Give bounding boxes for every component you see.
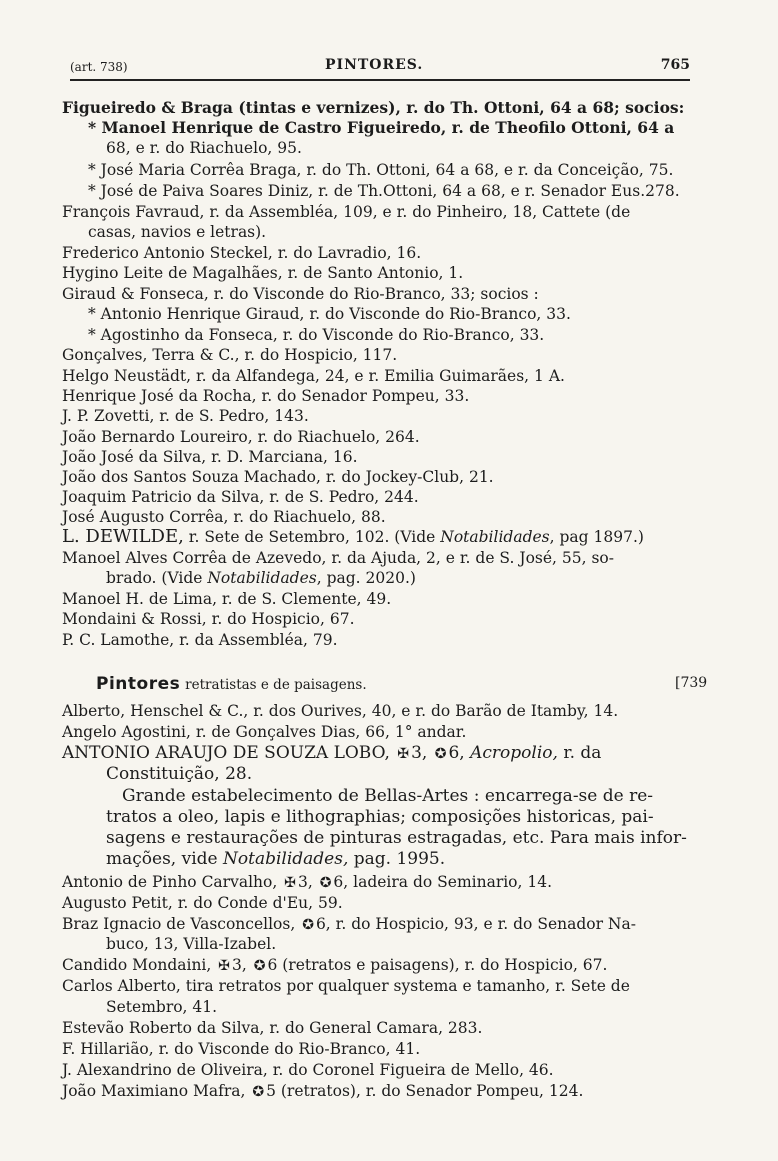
entry: buco, 13, Villa-Izabel.: [106, 935, 277, 953]
cross-icon: ✠: [397, 746, 410, 762]
entry: Gonçalves, Terra & C., r. do Hospicio, 117.: [62, 346, 398, 364]
entry-description: sagens e restaurações de pinturas estragadas, etc. Para mais infor-: [106, 828, 687, 848]
entry: Henrique José da Rocha, r. do Senador Pompeu, 33.: [62, 387, 470, 405]
entry: J. P. Zovetti, r. de S. Pedro, 143.: [62, 407, 309, 425]
entry: João Bernardo Loureiro, r. do Riachuelo, 264.: [62, 428, 420, 446]
entry: 68, e r. do Riachuelo, 95.: [106, 139, 302, 157]
entry-lobo: ANTONIO ARAUJO DE SOUZA LOBO, ✠ 3, ✪ 6, Acropolio, r. da: [62, 743, 602, 763]
page-number: 765: [660, 57, 690, 73]
entry: Angelo Agostini, r. de Gonçalves Dias, 66, 1° andar.: [62, 723, 467, 741]
entry: Alberto, Henschel & C., r. dos Ourives, 40, e r. do Barão de Itamby, 14.: [62, 702, 619, 720]
entry: João Maximiano Mafra, ✪ 5 (retratos), r. do Senador Pompeu, 124.: [62, 1082, 584, 1100]
section-title: Pintores: [96, 674, 181, 694]
entry: * José Maria Corrêa Braga, r. do Th. Ottoni, 64 a 68, e r. da Conceição, 75.: [88, 161, 674, 179]
entry: Setembro, 41.: [106, 998, 218, 1016]
entry-dewilde: L. DEWILDE, r. Sete de Setembro, 102. (Vide Notabilidades, pag 1897.): [62, 526, 644, 547]
entry-description: mações, vide Notabilidades, pag. 1995.: [106, 849, 446, 869]
entry: João José da Silva, r. D. Marciana, 16.: [62, 448, 358, 466]
entry: * Agostinho da Fonseca, r. do Visconde do Rio-Branco, 33.: [88, 326, 545, 344]
entry: Braz Ignacio de Vasconcellos, ✪ 6, r. do Hospicio, 93, e r. do Senador Na-: [62, 915, 636, 933]
entry: Frederico Antonio Steckel, r. do Lavradio, 16.: [62, 244, 422, 262]
entry: João dos Santos Souza Machado, r. do Jockey-Club, 21.: [62, 468, 494, 486]
medal-icon: ✪: [319, 875, 332, 891]
entry: Figueiredo & Braga (tintas e vernizes), r. do Th. Ottoni, 64 a 68; socios:: [62, 98, 685, 117]
entry: Helgo Neustädt, r. da Alfandega, 24, e r. Emilia Guimarães, 1 A.: [62, 367, 565, 385]
entry: Manoel H. de Lima, r. de S. Clemente, 49.: [62, 590, 392, 608]
entry: * Manoel Henrique de Castro Figueiredo, r. de Theofilo Ottoni, 64 a: [88, 118, 675, 137]
section-heading: [96, 674, 367, 695]
entry: * Antonio Henrique Giraud, r. do Visconde do Rio-Branco, 33.: [88, 305, 571, 323]
entry: Joaquim Patricio da Silva, r. de S. Pedro, 244.: [62, 488, 419, 506]
entry-description: tratos a oleo, lapis e lithographias; composições historicas, pai-: [106, 807, 654, 827]
article-ref: (art. 738): [70, 60, 128, 74]
entry: Estevão Roberto da Silva, r. do General Camara, 283.: [62, 1019, 483, 1037]
section-subtitle: retratistas e de paisagens.: [185, 677, 367, 693]
entry: Hygino Leite de Magalhães, r. de Santo Antonio, 1.: [62, 264, 464, 282]
entry: Antonio de Pinho Carvalho, ✠ 3, ✪ 6, ladeira do Seminario, 14.: [62, 873, 553, 891]
entry: François Favraud, r. da Assembléa, 109, e r. do Pinheiro, 18, Cattete (de: [62, 203, 631, 221]
entry: Augusto Petit, r. do Conde d'Eu, 59.: [62, 894, 343, 912]
cross-icon: ✠: [218, 958, 230, 974]
medal-icon: ✪: [253, 958, 266, 974]
medal-icon: ✪: [302, 917, 314, 933]
medal-icon: ✪: [252, 1084, 265, 1100]
medal-icon: ✪: [434, 746, 447, 762]
cross-icon: ✠: [284, 875, 296, 891]
entry: Candido Mondaini, ✠ 3, ✪ 6 (retratos e paisagens), r. do Hospicio, 67.: [62, 956, 608, 974]
entry: Manoel Alves Corrêa de Azevedo, r. da Ajuda, 2, e r. de S. José, 55, so-: [62, 549, 614, 567]
entry: J. Alexandrino de Oliveira, r. do Coronel Figueira de Mello, 46.: [62, 1061, 554, 1079]
entry: Constituição, 28.: [106, 764, 253, 784]
entry-description: Grande estabelecimento de Bellas-Artes : encarrega-se de re-: [122, 786, 654, 806]
entry: brado. (Vide Notabilidades, pag. 2020.): [106, 569, 416, 587]
entry: José Augusto Corrêa, r. do Riachuelo, 88.: [62, 508, 386, 526]
entry: Mondaini & Rossi, r. do Hospicio, 67.: [62, 610, 355, 628]
entry: * José de Paiva Soares Diniz, r. de Th.Ottoni, 64 a 68, e r. Senador Eus.278.: [88, 182, 680, 200]
entry: Carlos Alberto, tira retratos por qualquer systema e tamanho, r. Sete de: [62, 977, 630, 995]
entry: Giraud & Fonseca, r. do Visconde do Rio-Branco, 33; socios :: [62, 285, 539, 303]
entry: casas, navios e letras).: [88, 223, 267, 241]
entry: F. Hillarião, r. do Visconde do Rio-Branco, 41.: [62, 1040, 421, 1058]
page-title: PINTORES.: [325, 57, 424, 73]
entry: P. C. Lamothe, r. da Assembléa, 79.: [62, 631, 338, 649]
section-article-ref: [739: [675, 675, 708, 691]
page-header: [70, 55, 690, 81]
